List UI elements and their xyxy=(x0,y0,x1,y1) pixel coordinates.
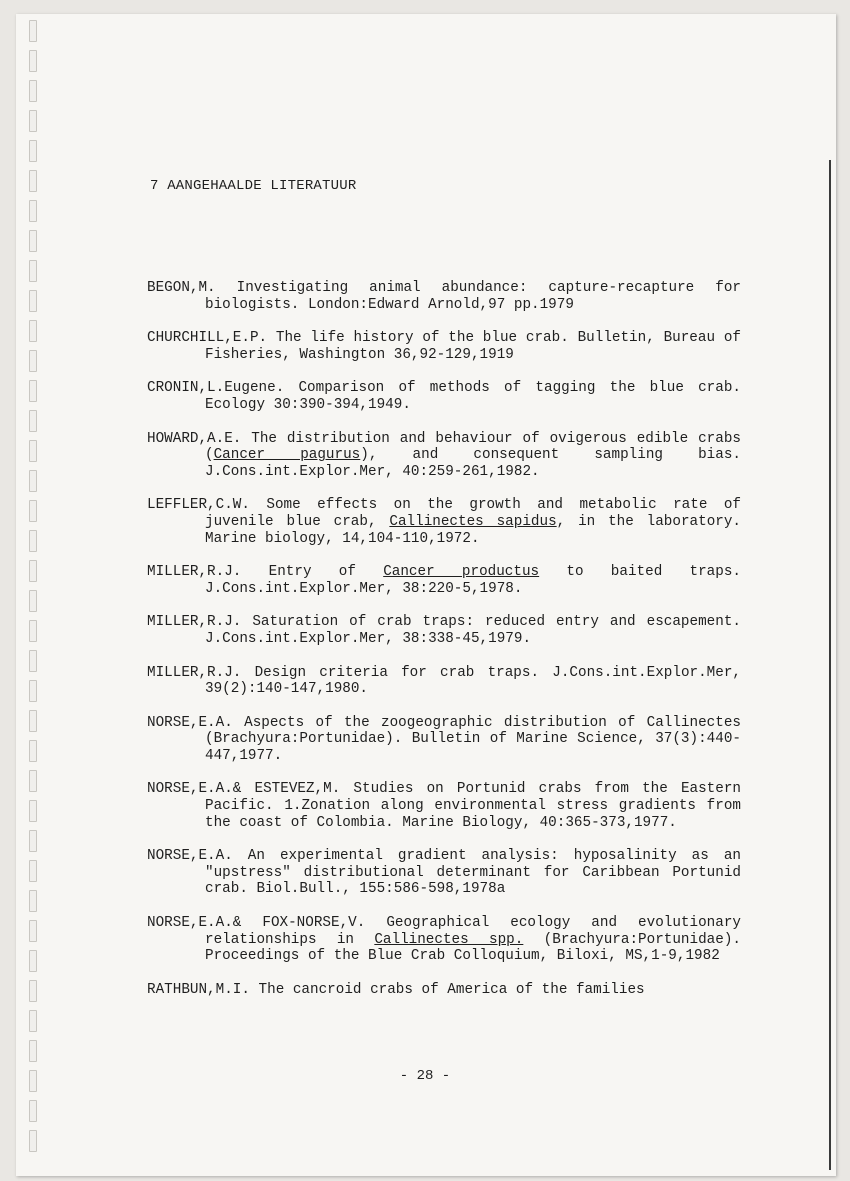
binder-hole xyxy=(29,950,37,972)
binder-hole xyxy=(29,200,37,222)
reference-entry xyxy=(147,915,741,965)
reference-entry xyxy=(147,665,741,698)
binder-hole xyxy=(29,770,37,792)
reference-text: (Brachyura:Portunidae). Proceedings of the Blue Crab Colloquium, Biloxi, MS,1-9,1982 xyxy=(205,931,741,965)
reference-text: to baited traps. J.Cons.int.Explor.Mer, 38:220-5,1978. xyxy=(205,564,742,597)
reference-text: NORSE,E.A. Aspects of the zoogeographic distribution of Callinectes (Brachyura:Portunidae). Bulletin of Marine Science, 37(3):440-447,1977. xyxy=(147,714,741,764)
binder-hole xyxy=(29,1100,37,1122)
reference-text: ), and consequent sampling bias. J.Cons.int.Explor.Mer, 40:259-261,1982. xyxy=(205,447,741,480)
underlined-species-name: Callinectes spp. xyxy=(374,931,524,948)
binder-hole xyxy=(29,980,37,1002)
reference-text: NORSE,E.A.& FOX-NORSE,V. Geographical ecology and evolutionary relationships in xyxy=(147,915,741,948)
binder-hole xyxy=(29,80,37,102)
reference-entry xyxy=(147,982,741,999)
reference-text: HOWARD,A.E. The distribution and behaviour of ovigerous edible crabs ( xyxy=(147,430,741,464)
reference-text: MILLER,R.J. Saturation of crab traps: reduced entry and escapement. J.Cons.int.Explor.Mer, 38:338-45,1979. xyxy=(147,614,741,647)
reference-entry xyxy=(147,848,741,898)
binder-hole xyxy=(29,830,37,852)
binder-hole xyxy=(29,170,37,192)
reference-entry xyxy=(147,781,741,831)
binder-hole xyxy=(29,680,37,702)
binder-hole xyxy=(29,50,37,72)
reference-entry xyxy=(147,497,741,547)
binder-hole xyxy=(29,920,37,942)
binder-hole xyxy=(29,560,37,582)
binder-hole xyxy=(29,530,37,552)
binder-hole xyxy=(29,350,37,372)
binder-hole xyxy=(29,890,37,912)
binder-hole xyxy=(29,470,37,492)
reference-entry xyxy=(147,614,741,647)
page-number: - 28 - xyxy=(399,1068,451,1084)
binder-hole xyxy=(29,20,37,42)
reference-text: BEGON,M. Investigating animal abundance: capture-recapture for biologists. London:Edward Arnold,97 pp.1979 xyxy=(147,280,741,313)
binder-hole xyxy=(29,590,37,612)
right-margin-rule xyxy=(829,160,831,1170)
binder-hole xyxy=(29,650,37,672)
reference-text: , in the laboratory. Marine biology, 14,104-110,1972. xyxy=(205,513,742,547)
underlined-species-name: Cancer productus xyxy=(383,564,540,581)
binder-hole xyxy=(29,110,37,132)
reference-entry xyxy=(147,330,741,363)
binder-holes xyxy=(16,20,36,1160)
underlined-species-name: Cancer pagurus xyxy=(213,447,361,464)
reference-text: MILLER,R.J. Entry of xyxy=(147,564,384,581)
reference-text: NORSE,E.A.& ESTEVEZ,M. Studies on Portunid crabs from the Eastern Pacific. 1.Zonation along environmental stress gradients from the coast of Colombia. Marine Biology, 40:365-373,1977. xyxy=(147,781,741,831)
binder-hole xyxy=(29,380,37,402)
reference-text: CRONIN,L.Eugene. Comparison of methods of tagging the blue crab. Ecology 30:390-394,1949. xyxy=(147,380,741,413)
section-heading: 7 AANGEHAALDE LITERATUUR xyxy=(150,178,357,194)
reference-text: MILLER,R.J. Design criteria for crab traps. J.Cons.int.Explor.Mer, 39(2):140-147,1980. xyxy=(147,664,741,698)
binder-hole xyxy=(29,710,37,732)
binder-hole xyxy=(29,290,37,312)
binder-hole xyxy=(29,620,37,642)
reference-entry xyxy=(147,431,741,481)
reference-text: NORSE,E.A. An experimental gradient analysis: hyposalinity as an "upstress" distributional determinant for Caribbean Portunid crab. Biol.Bull., 155:586-598,1978a xyxy=(147,848,741,898)
reference-text: RATHBUN,M.I. The cancroid crabs of America of the families xyxy=(147,981,645,998)
binder-hole xyxy=(29,260,37,282)
binder-hole xyxy=(29,410,37,432)
binder-hole xyxy=(29,800,37,822)
reference-list xyxy=(147,280,741,1015)
binder-hole xyxy=(29,320,37,342)
reference-text: CHURCHILL,E.P. The life history of the blue crab. Bulletin, Bureau of Fisheries, Washington 36,92-129,1919 xyxy=(147,330,741,363)
reference-entry xyxy=(147,564,741,597)
binder-hole xyxy=(29,140,37,162)
reference-text: LEFFLER,C.W. Some effects on the growth and metabolic rate of juvenile blue crab, xyxy=(147,497,741,530)
reference-entry xyxy=(147,380,741,413)
reference-entry xyxy=(147,715,741,765)
binder-hole xyxy=(29,1010,37,1032)
binder-hole xyxy=(29,230,37,252)
binder-hole xyxy=(29,440,37,462)
binder-hole xyxy=(29,500,37,522)
binder-hole xyxy=(29,740,37,762)
reference-entry xyxy=(147,280,741,313)
binder-hole xyxy=(29,1040,37,1062)
binder-hole xyxy=(29,860,37,882)
underlined-species-name: Callinectes sapidus xyxy=(389,513,557,530)
binder-hole xyxy=(29,1130,37,1152)
